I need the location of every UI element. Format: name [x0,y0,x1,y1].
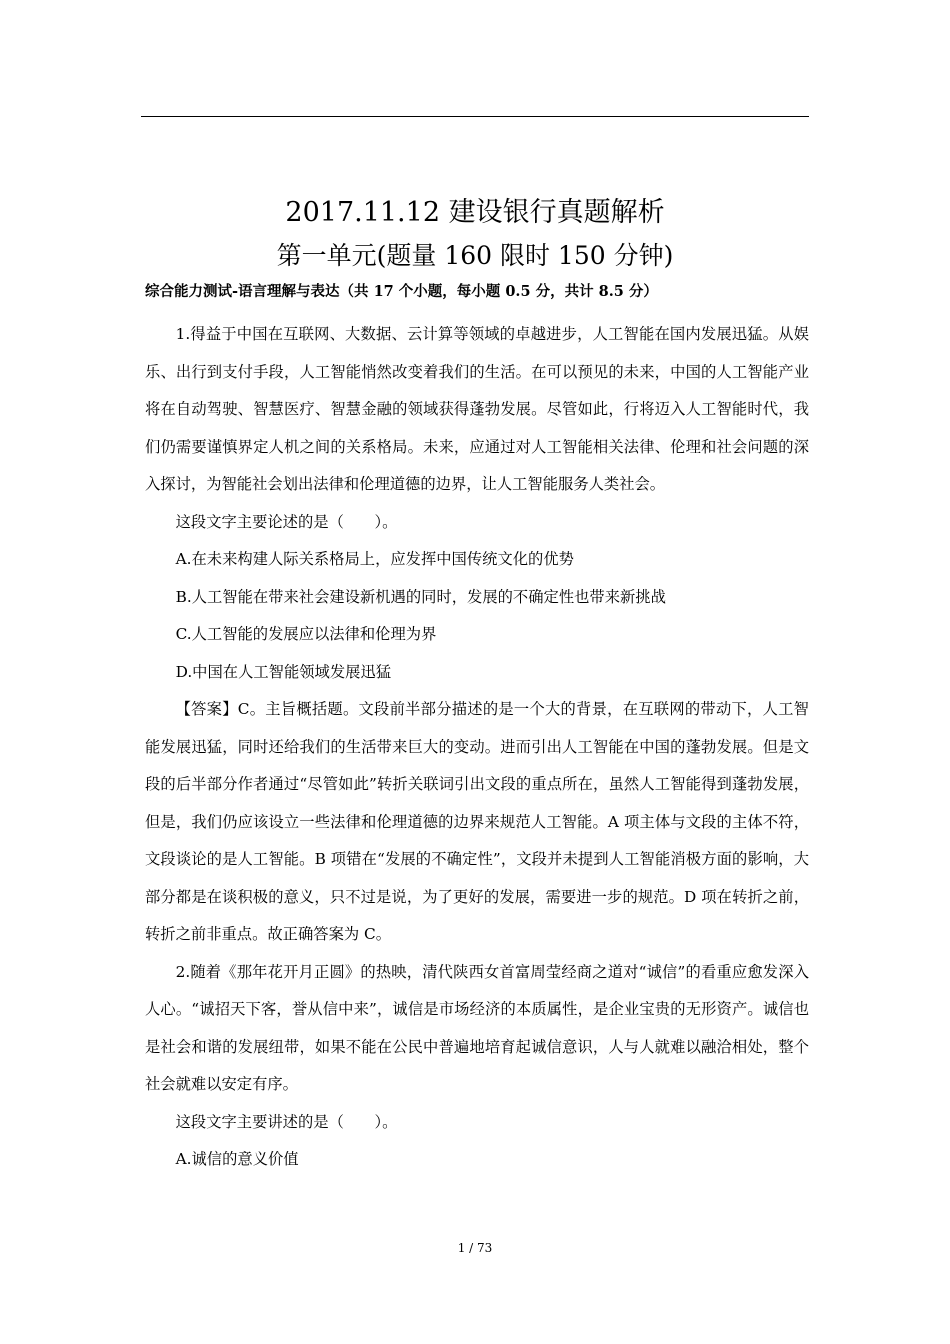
document-title: 2017.11.12 建设银行真题解析 [285,197,665,228]
question-2-prompt: 这段文字主要讲述的是（ ）。 [175,1112,398,1131]
question-1-option-d: D.中国在人工智能领域发展迅猛 [175,662,392,681]
question-1-option-b: B.人工智能在带来社会建设新机遇的同时，发展的不确定性也带来新挑战 [175,587,666,606]
question-2-passage: 2.随着《那年花开月正圆》的热映，清代陕西女首富周莹经商之道对“诚信”的看重应愈发深入人心。“诚招天下客，誉从信中来”，诚信是市场经济的本质属性，是企业宝贵的无形资产。诚信也是社会和谐的发展纽带，如果不能在公民中普遍地培育起诚信意识，人与人就难以融洽相处，整个社会就难以安定有序。 [145,962,809,1093]
question-2-option-a: A.诚信的意义价值 [175,1150,299,1168]
question-1-answer [145,691,809,954]
document-body [145,316,809,1179]
question-1-prompt: 这段文字主要论述的是（ ）。 [175,512,398,531]
section-heading: 综合能力测试-语言理解与表达（共 17 个小题，每小题 0.5 分，共计 8.5 分） [145,283,658,300]
header-rule [141,116,809,117]
document-subtitle: 第一单元(题量 160 限时 150 分钟) [276,241,674,270]
answer-explanation: C。主旨概括题。文段前半部分描述的是一个大的背景，在互联网的带动下，人工智能发展迅猛，同时还给我们的生活带来巨大的变动。进而引出人工智能在中国的蓬勃发展。但是文段的后半部分作者通过“尽管如此”转折关联词引出文段的重点所在，虽然人工智能得到蓬勃发展，但是，我们仍应该设立一些法律和伦理道德的边界来规范人工智能。A 项主体与文段的主体不符，文段谈论的是人工智能。B 项错在“发展的不确定性”，文段并未提到人工智能消极方面的影响，大部分都是在谈积极的意义，只不过是说，为了更好的发展，需要进一步的规范。D 项在转折之前，转折之前非重点。故正确答案为 C。 [145,700,809,943]
question-1-passage: 1.得益于中国在互联网、大数据、云计算等领域的卓越进步，人工智能在国内发展迅猛。从娱乐、出行到支付手段，人工智能悄然改变着我们的生活。在可以预见的未来，中国的人工智能产业将在自动驾驶、智慧医疗、智慧金融的领域获得蓬勃发展。尽管如此，行将迈入人工智能时代，我们仍需要谨慎界定人机之间的关系格局。未来，应通过对人工智能相关法律、伦理和社会问题的深入探讨，为智能社会划出法律和伦理道德的边界，让人工智能服务人类社会。 [145,325,809,493]
question-1-option-c: C.人工智能的发展应以法律和伦理为界 [175,625,437,643]
page-number: 1 / 73 [457,1241,493,1255]
question-1-option-a: A.在未来构建人际关系格局上，应发挥中国传统文化的优势 [175,550,574,568]
answer-label: 【答案】 [175,700,238,718]
